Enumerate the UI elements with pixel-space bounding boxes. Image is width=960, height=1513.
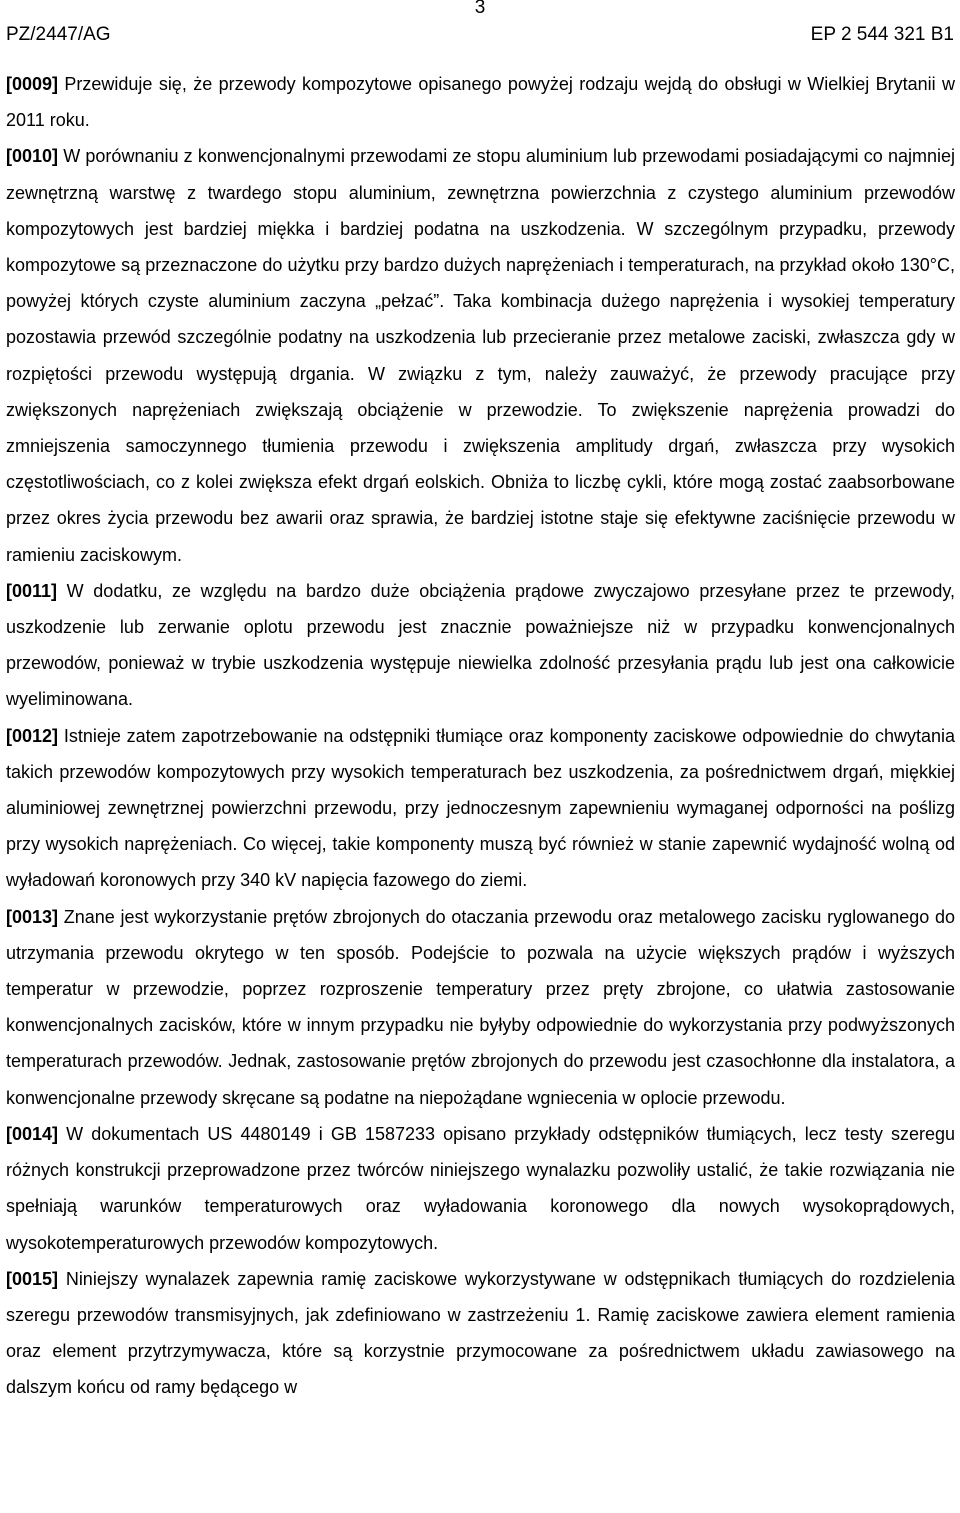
paragraph-number: [0013]	[6, 906, 59, 927]
paragraph-text: Niniejszy wynalazek zapewnia ramię zaciskowe wykorzystywane w odstępnikach tłumiących do rozdzielenia szeregu przewodów transmisyjnych, jak zdefiniowano w zastrzeżeniu 1. Ramię zaciskowe zawiera element ramienia oraz element przytrzymywacza, które są korzystnie przymocowane za pośrednictwem układu zawiasowego na dalszym końcu od ramy będącego w	[6, 1268, 955, 1398]
paragraph-number: [0009]	[6, 74, 59, 94]
paragraph-number: [0011]	[6, 580, 58, 601]
paragraph-0011	[6, 573, 955, 718]
paragraph-0012	[6, 718, 955, 899]
paragraph-0013	[6, 899, 955, 1116]
paragraph-number: [0010]	[6, 146, 59, 167]
paragraph-0009	[6, 66, 955, 138]
paragraph-text: W dokumentach US 4480149 i GB 1587233 opisano przykłady odstępników tłumiących, lecz testy szeregu różnych konstrukcji przeprowadzone przez twórców niniejszego wynalazku pozwoliły ustalić, że takie rozwiązania nie spełniają warunków temperaturowych oraz wyładowania koronowego dla nowych wysokoprądowych, wysokotemperaturowych przewodów kompozytowych.	[6, 1123, 955, 1253]
paragraph-text: Przewiduje się, że przewody kompozytowe opisanego powyżej rodzaju wejdą do obsługi w Wielkiej Brytanii w 2011 roku.	[6, 74, 955, 131]
paragraph-text: W dodatku, ze względu na bardzo duże obciążenia prądowe zwyczajowo przesyłane przez te przewody, uszkodzenie lub zerwanie oplotu przewodu jest znacznie poważniejsze niż w przypadku konwencjonalnych przewodów, ponieważ w trybie uszkodzenia występuje niewielka zdolność przesyłania prądu lub jest ona całkowicie wyeliminowana.	[6, 580, 955, 710]
page-number: 3	[474, 0, 486, 18]
paragraph-text: Istnieje zatem zapotrzebowanie na odstępniki tłumiące oraz komponenty zaciskowe odpowiednie do chwytania takich przewodów kompozytowych przy wysokich temperaturach bez uszkodzenia, za pośrednictwem drgań, miękkiej aluminiowej zewnętrznej powierzchni przewodu, przy jednoczesnym zapewnieniu wymaganej odporności na poślizg przy wysokich naprężeniach. Co więcej, takie komponenty muszą być również w stanie zapewnić wydajność wolną od wyładowań koronowych przy 340 kV napięcia fazowego do ziemi.	[6, 725, 955, 891]
paragraph-text: Znane jest wykorzystanie prętów zbrojonych do otaczania przewodu oraz metalowego zacisku ryglowanego do utrzymania przewodu okrytego w ten sposób. Podejście to pozwala na użycie większych prądów i wyższych temperatur w przewodzie, poprzez rozproszenie temperatury przez pręty zbrojone, co ułatwia zastosowanie konwencjonalnych zacisków, które w innym przypadku nie byłyby odpowiednie do wykorzystania przy podwyższonych temperaturach przewodów. Jednak, zastosowanie prętów zbrojonych do przewodu jest czasochłonne dla instalatora, a konwencjonalne przewody skręcane są podatne na niepożądane wgniecenia w oplocie przewodu.	[6, 906, 955, 1108]
document-body	[6, 66, 955, 1406]
paragraph-text: W porównaniu z konwencjonalnymi przewodami ze stopu aluminium lub przewodami posiadającymi co najmniej zewnętrzną warstwę z twardego stopu aluminium, zewnętrzna powierzchnia z czystego aluminium przewodów kompozytowych jest bardziej miękka i bardziej podatna na uszkodzenia. W szczególnym przypadku, przewody kompozytowe są przeznaczone do użytku przy bardzo dużych naprężeniach i temperaturach, na przykład około 130°C, powyżej których czyste aluminium zaczyna „pełzać”. Taka kombinacja dużego naprężenia i wysokiej temperatury pozostawia przewód szczególnie podatny na uszkodzenia lub przecieranie przez metalowe zaciski, zwłaszcza gdy w rozpiętości przewodu występują drgania. W związku z tym, należy zauważyć, że przewody pracujące przy zwiększonych naprężeniach zwiększają obciążenie w przewodzie. To zwiększenie naprężenia prowadzi do zmniejszenia samoczynnego tłumienia przewodu i zwiększenia amplitudy drgań, zwłaszcza przy wysokich częstotliwościach, co z kolei zwiększa efekt drgań eolskich. Obniża to liczbę cykli, które mogą zostać zaabsorbowane przez okres życia przewodu bez awarii oraz sprawia, że bardziej istotne staje się efektywne zaciśnięcie przewodu w ramieniu zaciskowym.	[6, 146, 955, 565]
paragraph-number: [0014]	[6, 1123, 59, 1144]
paragraph-number: [0015]	[6, 1268, 59, 1289]
paragraph-0010	[6, 138, 955, 572]
paragraph-0015	[6, 1261, 955, 1406]
paragraph-0014	[6, 1116, 955, 1261]
patent-number: EP 2 544 321 B1	[810, 24, 954, 45]
paragraph-number: [0012]	[6, 725, 59, 746]
document-id: PZ/2447/AG	[6, 24, 111, 45]
page-header	[6, 22, 954, 48]
